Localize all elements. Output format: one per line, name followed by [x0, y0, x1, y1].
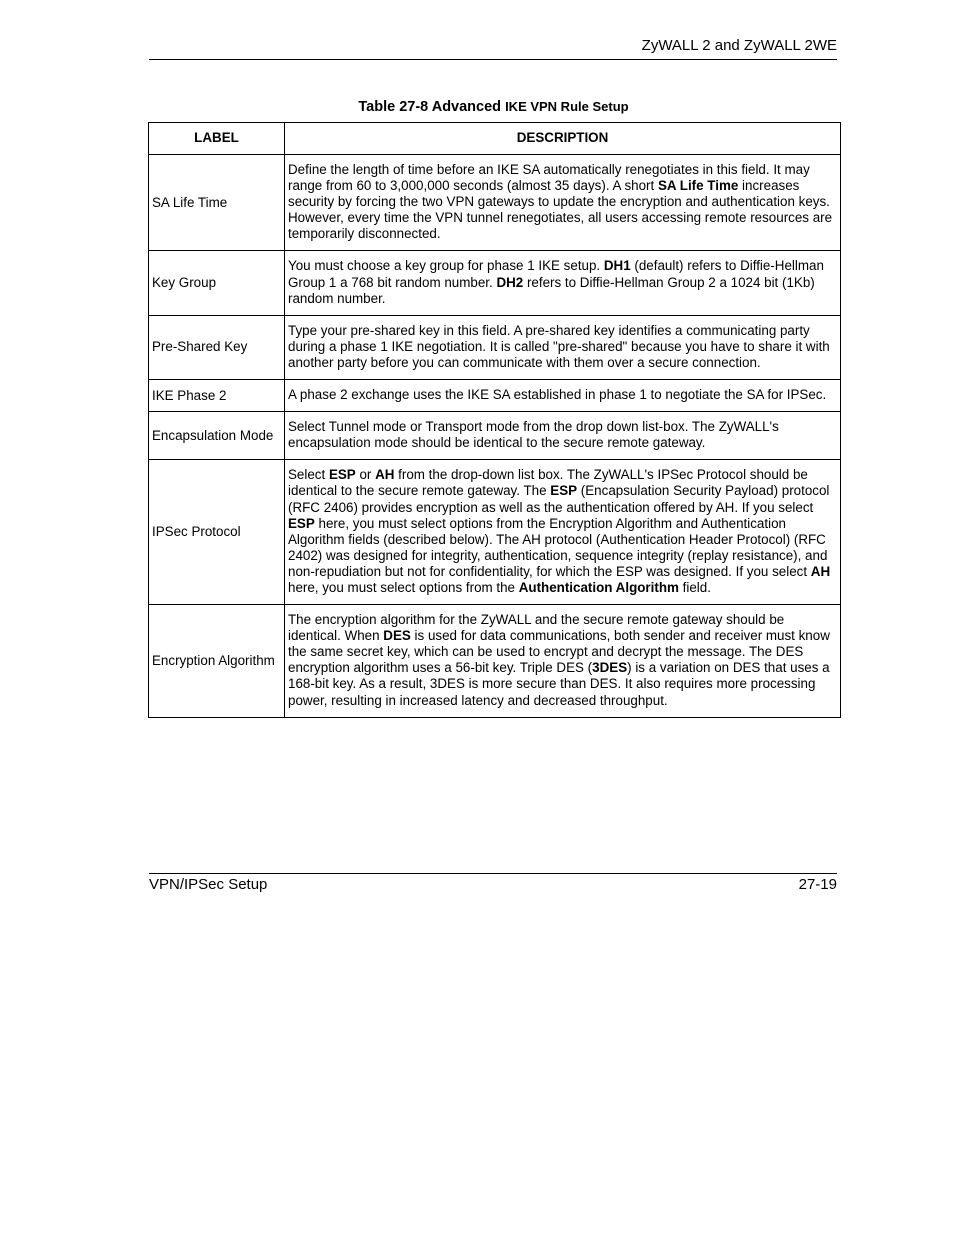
footer-section: VPN/IPSec Setup — [149, 876, 268, 893]
caption-rest: IKE VPN Rule Setup — [505, 99, 629, 114]
table-row — [149, 155, 841, 251]
table-body — [149, 155, 841, 718]
row-description — [285, 315, 841, 379]
row-label: SA Life Time — [149, 155, 285, 251]
description-text: or — [355, 467, 376, 483]
page-footer — [149, 873, 837, 894]
row-description — [285, 251, 841, 315]
row-description — [285, 460, 841, 605]
page-number: 27-19 — [798, 876, 837, 893]
table-row — [149, 380, 841, 412]
row-description — [285, 412, 841, 460]
table-row — [149, 605, 841, 718]
row-label: Encryption Algorithm — [149, 605, 285, 718]
ike-rule-setup-table — [148, 122, 841, 718]
description-text: refers to Diffie-Hellman Group 2 a 1024 bit (1Kb) random number. — [288, 274, 815, 306]
description-text: is used for data communications, both sender and receiver must know the same secret key, which can be used to encrypt and decrypt the message. The DES encryption algorithm uses a 56-bit key. Triple DES ( — [288, 628, 830, 676]
table-header-row — [149, 123, 841, 155]
description-text: (default) refers to Diffie-Hellman Group 1 a 768 bit random number. — [288, 258, 824, 290]
description-text: here, you must select options from the Encryption Algorithm and Authentication Algorithm fields (described below). The AH protocol (Authentication Header Protocol) (RFC 2402) was designed for integrity, authentication, sequence integrity (replay resistance), and non-repudiation but not for confidentiality, for which the ESP was designed. If you select — [288, 515, 828, 579]
table-row — [149, 460, 841, 605]
description-text: Define the length of time before an IKE SA automatically renegotiates in this field. It may range from 60 to 3,000,000 seconds (almost 35 days). A short — [288, 162, 810, 194]
page-header — [149, 37, 837, 60]
description-text: increases security by forcing the two VPN gateways to update the encryption and authentication keys. However, every time the VPN tunnel renegotiates, all users accessing remote resources are temporarily disconnected. — [288, 178, 833, 242]
row-description — [285, 155, 841, 251]
row-label: Key Group — [149, 251, 285, 315]
description-text: Select Tunnel mode or Transport mode from the drop down list-box. The ZyWALL's encapsulation mode should be identical to the secure remote gateway. — [288, 419, 779, 451]
description-text: A phase 2 exchange uses the IKE SA established in phase 1 to negotiate the SA for IPSec. — [288, 387, 827, 403]
row-description — [285, 605, 841, 718]
description-bold-text: SA Life Time — [657, 178, 739, 194]
description-text: Type your pre-shared key in this field. A pre-shared key identifies a communicating party during a phase 1 IKE negotiation. It is called "pre-shared" because you have to share it with another party before you can communicate with them over a secure connection. — [288, 322, 830, 370]
description-text: The encryption algorithm for the ZyWALL and the secure remote gateway should be identical. When — [288, 612, 785, 644]
description-bold-text: ESP — [328, 467, 356, 483]
description-bold-text: Authentication Algorithm — [518, 579, 679, 595]
row-label: IPSec Protocol — [149, 460, 285, 605]
description-bold-text: 3DES — [592, 660, 628, 676]
header-title: ZyWALL 2 and ZyWALL 2WE — [641, 37, 837, 54]
description-bold-text: DH2 — [496, 274, 524, 290]
description-text: Select — [288, 467, 329, 483]
row-description — [285, 380, 841, 412]
description-text: field. — [678, 579, 711, 595]
description-text: (Encapsulation Security Payload) protocol (RFC 2406) provides encryption as well as the authentication offered by AH. If you select — [288, 483, 830, 515]
description-bold-text: ESP — [288, 515, 315, 531]
caption-main: Table 27-8 Advanced — [358, 99, 502, 115]
column-header-description: DESCRIPTION — [285, 123, 841, 155]
table-row — [149, 412, 841, 460]
row-label: Pre-Shared Key — [149, 315, 285, 379]
description-text: from the drop-down list box. The ZyWALL's IPSec Protocol should be identical to the secure remote gateway. The — [288, 467, 808, 499]
table-row — [149, 251, 841, 315]
description-text: You must choose a key group for phase 1 IKE setup. — [288, 258, 604, 274]
description-bold-text: AH — [375, 467, 395, 483]
table-caption — [148, 98, 839, 116]
row-label: Encapsulation Mode — [149, 412, 285, 460]
row-label: IKE Phase 2 — [149, 380, 285, 412]
column-header-label: LABEL — [149, 123, 285, 155]
table-row — [149, 315, 841, 379]
description-bold-text: DH1 — [603, 258, 631, 274]
description-bold-text: ESP — [550, 483, 578, 499]
description-bold-text: AH — [810, 563, 831, 579]
description-text: ) is a variation on DES that uses a 168-bit key. As a result, 3DES is more secure than DES. It also requires more processing power, resulting in increased latency and decreased throughput. — [288, 660, 830, 708]
description-text: here, you must select options from the — [288, 579, 519, 595]
description-bold-text: DES — [383, 628, 411, 644]
